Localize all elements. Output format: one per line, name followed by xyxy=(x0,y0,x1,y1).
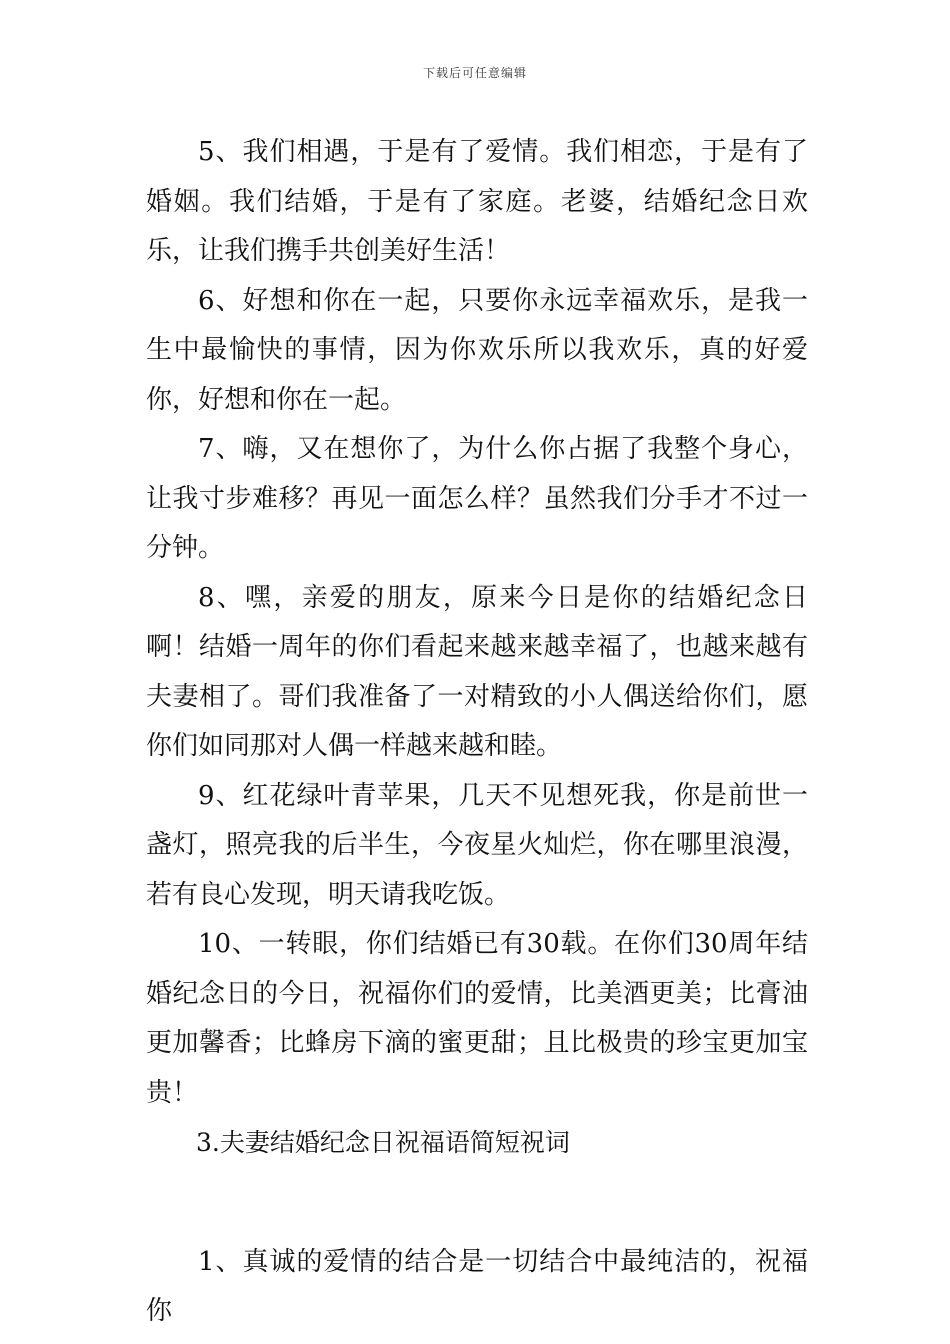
section-paragraph-1: 1、真诚的爱情的结合是一切结合中最纯洁的，祝福你 xyxy=(146,1246,808,1326)
paragraph-7: 7、嗨，又在想你了，为什么你占据了我整个身心，让我寸步难移？再见一面怎么样？虽然我们分手才不过一分钟。 xyxy=(146,434,808,563)
paragraph-8: 8、嘿，亲爱的朋友，原来今日是你的结婚纪念日啊！结婚一周年的你们看起来越来越幸福了，也越来越有夫妻相了。哥们我准备了一对精致的小人偶送给你们，愿你们如同那对人偶一样越来越和睦。 xyxy=(146,582,808,761)
paragraph-9: 9、红花绿叶青苹果，几天不见想死我，你是前世一盏灯，照亮我的后半生，今夜星火灿烂，你在哪里浪漫，若有良心发现，明天请我吃饭。 xyxy=(146,780,808,910)
section-heading: 3.夫妻结婚纪念日祝福语简短祝词 xyxy=(196,1128,570,1157)
paragraph-5: 5、我们相遇，于是有了爱情。我们相恋，于是有了婚姻。我们结婚，于是有了家庭。老婆，结婚纪念日欢乐，让我们携手共创美好生活！ xyxy=(146,137,808,266)
page-header: 下载后可任意编辑 xyxy=(422,66,527,80)
section-spacer xyxy=(146,1168,808,1238)
paragraph-10: 10、一转眼，你们结婚已有30载。在你们30周年结婚纪念日的今日，祝福你们的爱情，比美酒更美；比膏油更加馨香；比蜂房下滴的蜜更甜；且比极贵的珍宝更加宝贵！ xyxy=(146,929,808,1108)
document-body xyxy=(146,128,808,1337)
paragraph-6: 6、好想和你在一起，只要你永远幸福欢乐，是我一生中最愉快的事情，因为你欢乐所以我欢乐，真的好爱你，好想和你在一起。 xyxy=(146,285,808,415)
